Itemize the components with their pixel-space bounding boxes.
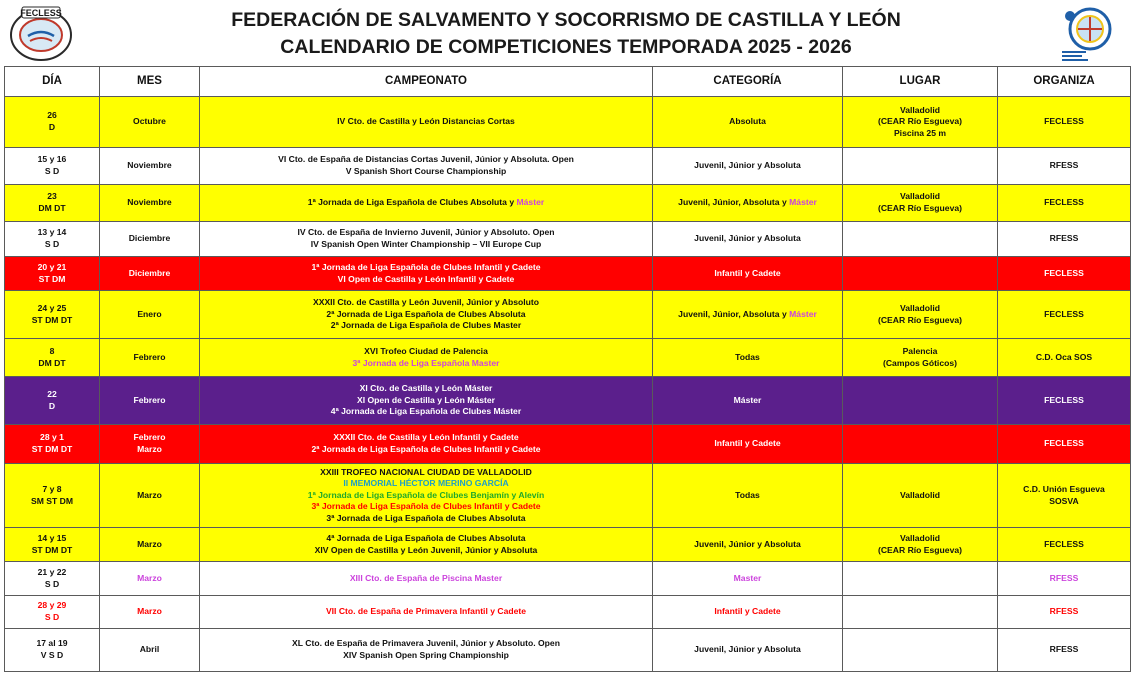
- dia-cell: [5, 148, 100, 185]
- campeonato-cell: [200, 562, 653, 596]
- categoria-cell: [653, 528, 843, 562]
- organiza-cell-line: FECLESS: [1044, 308, 1084, 319]
- dia-cell: [5, 185, 100, 222]
- campeonato-cell-line: XXXII Cto. de Castilla y León Juvenil, Júnior y Absoluto: [312, 297, 540, 308]
- organiza-cell: [998, 97, 1131, 148]
- table-row: [5, 222, 1131, 257]
- table-row: [5, 148, 1131, 185]
- organiza-cell-line: RFESS: [1049, 233, 1079, 244]
- lugar-cell: [843, 528, 998, 562]
- categoria-cell: [653, 464, 843, 528]
- categoria-cell-line: Absoluta: [729, 116, 766, 127]
- organiza-cell: [998, 148, 1131, 185]
- table-row: [5, 425, 1131, 464]
- campeonato-cell-line: 3ª Jornada de Liga Española de Clubes Infantil y Cadete: [311, 501, 541, 512]
- dia-cell-line: D: [48, 122, 56, 132]
- categoria-cell: [653, 596, 843, 629]
- campeonato-cell-line: IV Cto. de Castilla y León Distancias Cortas: [337, 116, 515, 127]
- lugar-cell: [843, 257, 998, 291]
- categoria-cell-line: Master: [733, 572, 762, 583]
- organiza-cell: [998, 257, 1131, 291]
- dia-cell-line: 14 y 15: [37, 532, 67, 543]
- campeonato-cell: [200, 528, 653, 562]
- mes-cell-line: Enero: [137, 308, 162, 319]
- mes-cell-line: Marzo: [137, 606, 162, 617]
- lugar-cell-line: Valladolid: [899, 104, 941, 115]
- organiza-cell-line: FECLESS: [1044, 197, 1084, 208]
- mes-cell: [100, 596, 200, 629]
- table-row: [5, 185, 1131, 222]
- dia-cell-line: 7 y 8: [42, 483, 62, 494]
- categoria-cell: [653, 148, 843, 185]
- dia-cell-line: V S D: [40, 650, 64, 660]
- campeonato-cell-line: 3ª Jornada de Liga Española de Clubes Absoluta: [326, 512, 526, 523]
- dia-cell-line: ST DM DT: [31, 444, 73, 454]
- dia-cell: [5, 562, 100, 596]
- dia-cell: [5, 596, 100, 629]
- mes-cell-line: Febrero: [133, 351, 166, 362]
- categoria-cell-line: Infantil y Cadete: [714, 606, 781, 617]
- campeonato-cell-line: 2ª Jornada de Liga Española de Clubes Master: [330, 320, 522, 331]
- categoria-cell: [653, 425, 843, 464]
- dia-cell: [5, 629, 100, 672]
- table-row: [5, 464, 1131, 528]
- dia-cell-line: 28 y 1: [40, 432, 64, 443]
- organiza-cell-line: C.D. Oca SOS: [1035, 351, 1093, 362]
- organiza-cell: [998, 222, 1131, 257]
- table-row: [5, 291, 1131, 339]
- mes-cell-line: Abril: [139, 644, 160, 655]
- dia-cell-line: 26: [47, 110, 57, 121]
- table-row: [5, 562, 1131, 596]
- campeonato-cell-line: 1ª Jornada de Liga Española de Clubes Infantil y Cadete: [311, 261, 541, 272]
- dia-cell-line: 15 y 16: [37, 154, 67, 165]
- mes-cell: [100, 562, 200, 596]
- dia-cell-line: 13 y 14: [37, 227, 67, 238]
- dia-cell: [5, 425, 100, 464]
- col-header-campeonato: CAMPEONATO: [200, 67, 653, 97]
- lugar-cell: [843, 339, 998, 377]
- mes-cell: [100, 629, 200, 672]
- organiza-cell-line: SOSVA: [1049, 495, 1079, 506]
- lugar-cell-line: Valladolid: [899, 489, 941, 500]
- categoria-cell-line: Juvenil, Júnior y Absoluta: [694, 644, 801, 655]
- dia-cell-line: D: [48, 400, 56, 411]
- dia-cell: [5, 257, 100, 291]
- organiza-cell: [998, 528, 1131, 562]
- table-header-row: [5, 67, 1131, 97]
- dia-cell-line: 24 y 25: [37, 302, 67, 313]
- organiza-cell: [998, 377, 1131, 425]
- dia-cell-line: DM DT: [38, 203, 66, 213]
- dia-cell-line: S D: [44, 166, 60, 176]
- campeonato-cell-line: VI Open de Castilla y León Infantil y Cadete: [337, 273, 515, 284]
- lugar-cell: [843, 562, 998, 596]
- rfess-logo: [1058, 4, 1116, 64]
- table-row: [5, 377, 1131, 425]
- dia-cell-line: ST DM DT: [31, 314, 73, 325]
- dia-cell: [5, 339, 100, 377]
- organiza-cell: [998, 291, 1131, 339]
- campeonato-cell-line: 2ª Jornada de Liga Española de Clubes Infantil y Cadete: [311, 444, 541, 454]
- lugar-cell-line: (CEAR Río Esgueva): [877, 544, 963, 555]
- campeonato-cell-line: 4ª Jornada de Liga Española de Clubes Absoluta: [326, 532, 526, 543]
- federation-title: FEDERACIÓN DE SALVAMENTO Y SOCORRISMO DE CASTILLA Y LEÓN: [231, 9, 901, 31]
- lugar-cell: [843, 629, 998, 672]
- col-header-categoria: CATEGORÍA: [653, 67, 843, 97]
- categoria-cell-line: Juvenil, Júnior, Absoluta y Máster: [678, 197, 817, 208]
- organiza-cell: [998, 339, 1131, 377]
- categoria-cell: [653, 97, 843, 148]
- lugar-cell-line: Valladolid: [899, 191, 941, 202]
- organiza-cell-line: C.D. Unión Esgueva: [1023, 483, 1105, 494]
- organiza-cell-line: RFESS: [1049, 606, 1079, 617]
- campeonato-cell-line: II MEMORIAL HÉCTOR MERINO GARCÍA: [343, 478, 509, 489]
- col-header-lugar: LUGAR: [843, 67, 998, 97]
- campeonato-cell-line: 3ª Jornada de Liga Española Master: [352, 357, 500, 368]
- organiza-cell-line: FECLESS: [1044, 116, 1084, 127]
- categoria-cell-line: Juvenil, Júnior y Absoluta: [694, 233, 801, 244]
- mes-cell-line: Diciembre: [128, 267, 171, 278]
- dia-cell: [5, 291, 100, 339]
- dia-cell-line: ST DM: [38, 273, 66, 284]
- campeonato-cell: [200, 596, 653, 629]
- fecless-logo: [8, 4, 74, 62]
- mes-cell: [100, 339, 200, 377]
- categoria-cell-line: Infantil y Cadete: [714, 438, 781, 449]
- campeonato-cell-line: IV Cto. de España de Invierno Juvenil, Júnior y Absoluto. Open: [297, 227, 555, 238]
- campeonato-cell-line: VII Cto. de España de Primavera Infantil y Cadete: [325, 606, 527, 617]
- mes-cell: [100, 148, 200, 185]
- organiza-cell: [998, 185, 1131, 222]
- campeonato-cell: [200, 148, 653, 185]
- lugar-cell-line: (CEAR Río Esgueva): [877, 116, 963, 127]
- competitions-table: [4, 66, 1131, 672]
- calendar-title: CALENDARIO DE COMPETICIONES TEMPORADA 2025 - 2026: [280, 36, 852, 58]
- campeonato-cell: [200, 377, 653, 425]
- mes-cell-line: Marzo: [137, 572, 162, 583]
- campeonato-cell-line: XVI Trofeo Ciudad de Palencia: [364, 345, 488, 356]
- categoria-cell-line: Juvenil, Júnior y Absoluta: [694, 160, 801, 171]
- campeonato-cell: [200, 464, 653, 528]
- lugar-cell: [843, 596, 998, 629]
- categoria-cell: [653, 185, 843, 222]
- organiza-cell: [998, 562, 1131, 596]
- page-header: [0, 0, 1132, 66]
- campeonato-cell-line: XL Cto. de España de Primavera Juvenil, Júnior y Absoluto. Open: [292, 638, 560, 649]
- lugar-cell: [843, 377, 998, 425]
- dia-cell-line: 22: [47, 388, 57, 399]
- mes-cell: [100, 464, 200, 528]
- organiza-cell-line: RFESS: [1049, 572, 1079, 583]
- categoria-cell-line: Infantil y Cadete: [714, 267, 781, 278]
- mes-cell-line: Marzo: [137, 538, 162, 549]
- dia-cell: [5, 377, 100, 425]
- categoria-cell-line: Juvenil, Júnior, Absoluta y Máster: [678, 308, 817, 319]
- organiza-cell-line: FECLESS: [1044, 438, 1084, 449]
- organiza-cell-line: RFESS: [1049, 644, 1079, 655]
- organiza-cell: [998, 464, 1131, 528]
- col-header-mes: MES: [100, 67, 200, 97]
- campeonato-cell-line: IV Spanish Open Winter Championship – VII Europe Cup: [310, 239, 542, 249]
- table-row: [5, 257, 1131, 291]
- col-header-organiza: ORGANIZA: [998, 67, 1131, 97]
- categoria-cell-line: Todas: [735, 489, 760, 500]
- mes-cell-line: Noviembre: [127, 160, 172, 171]
- mes-cell: [100, 257, 200, 291]
- campeonato-cell-line: XXXII Cto. de Castilla y León Infantil y Cadete: [333, 432, 519, 443]
- table-row: [5, 596, 1131, 629]
- mes-cell-line: Marzo: [137, 489, 162, 500]
- campeonato-cell: [200, 222, 653, 257]
- mes-cell: [100, 528, 200, 562]
- dia-cell-line: 28 y 29: [37, 600, 67, 611]
- organiza-cell: [998, 629, 1131, 672]
- organiza-cell: [998, 596, 1131, 629]
- campeonato-cell: [200, 257, 653, 291]
- organiza-cell-line: FECLESS: [1044, 538, 1084, 549]
- organiza-cell-line: FECLESS: [1044, 267, 1084, 278]
- categoria-cell: [653, 562, 843, 596]
- categoria-cell: [653, 291, 843, 339]
- table-row: [5, 528, 1131, 562]
- mes-cell-line: Octubre: [133, 116, 166, 127]
- lugar-cell-line: (CEAR Río Esgueva): [877, 314, 963, 325]
- dia-cell: [5, 97, 100, 148]
- dia-cell-line: 23: [47, 191, 57, 202]
- mes-cell-line: Febrero: [133, 432, 166, 443]
- dia-cell-line: 21 y 22: [37, 566, 67, 577]
- dia-cell-line: SM ST DM: [30, 495, 73, 506]
- dia-cell-line: DM DT: [38, 357, 66, 368]
- lugar-cell: [843, 97, 998, 148]
- mes-cell: [100, 222, 200, 257]
- categoria-cell-line: Todas: [735, 351, 760, 362]
- dia-cell: [5, 222, 100, 257]
- mes-cell: [100, 291, 200, 339]
- organiza-cell: [998, 425, 1131, 464]
- categoria-cell: [653, 339, 843, 377]
- lugar-cell-line: (CEAR Río Esgueva): [877, 203, 963, 213]
- lugar-cell: [843, 222, 998, 257]
- lugar-cell: [843, 291, 998, 339]
- lugar-cell: [843, 464, 998, 528]
- mes-cell: [100, 185, 200, 222]
- categoria-cell-line: Juvenil, Júnior y Absoluta: [694, 538, 801, 549]
- mes-cell: [100, 97, 200, 148]
- campeonato-cell: [200, 425, 653, 464]
- mes-cell: [100, 425, 200, 464]
- campeonato-cell-line: XI Open de Castilla y León Máster: [356, 394, 496, 405]
- campeonato-cell-line: V Spanish Short Course Championship: [345, 166, 507, 176]
- lugar-cell-line: Piscina 25 m: [893, 127, 947, 138]
- categoria-cell: [653, 629, 843, 672]
- campeonato-cell-line: 1ª Jornada de Liga Española de Clubes Benjamín y Alevín: [307, 489, 545, 500]
- categoria-cell: [653, 257, 843, 291]
- organiza-cell-line: RFESS: [1049, 160, 1079, 171]
- lugar-cell-line: Palencia: [902, 345, 938, 356]
- campeonato-cell-line: XIII Cto. de España de Piscina Master: [349, 572, 503, 583]
- dia-cell: [5, 528, 100, 562]
- mes-cell-line: Noviembre: [127, 197, 172, 208]
- campeonato-cell-line: 4ª Jornada de Liga Española de Clubes Máster: [330, 406, 522, 417]
- mes-cell-line: Febrero: [133, 394, 166, 405]
- table-row: [5, 339, 1131, 377]
- lugar-cell: [843, 148, 998, 185]
- campeonato-cell: [200, 291, 653, 339]
- dia-cell-line: 8: [49, 345, 55, 356]
- dia-cell-line: 17 al 19: [36, 638, 68, 649]
- dia-cell-line: S D: [44, 239, 60, 249]
- dia-cell-line: S D: [44, 578, 60, 589]
- categoria-cell: [653, 222, 843, 257]
- dia-cell-line: ST DM DT: [31, 544, 73, 555]
- categoria-cell-line: Máster: [733, 394, 762, 405]
- lugar-cell-line: Valladolid: [899, 302, 941, 313]
- mes-cell: [100, 377, 200, 425]
- organiza-cell-line: FECLESS: [1044, 394, 1084, 405]
- svg-text:FECLESS: FECLESS: [20, 8, 62, 18]
- lugar-cell-line: (Campos Góticos): [882, 357, 957, 368]
- col-header-dia: DÍA: [5, 67, 100, 97]
- lugar-cell: [843, 185, 998, 222]
- dia-cell: [5, 464, 100, 528]
- campeonato-cell: [200, 629, 653, 672]
- campeonato-cell-line: 2ª Jornada de Liga Española de Clubes Absoluta: [326, 308, 526, 319]
- dia-cell-line: 20 y 21: [37, 261, 67, 272]
- table-row: [5, 97, 1131, 148]
- campeonato-cell-line: 1ª Jornada de Liga Española de Clubes Absoluta y Máster: [307, 197, 545, 208]
- campeonato-cell-line: XIV Open de Castilla y León Juvenil, Júnior y Absoluta: [314, 544, 538, 555]
- campeonato-cell: [200, 97, 653, 148]
- categoria-cell: [653, 377, 843, 425]
- campeonato-cell-line: VI Cto. de España de Distancias Cortas Juvenil, Júnior y Absoluta. Open: [278, 154, 574, 165]
- dia-cell-line: S D: [44, 612, 60, 622]
- campeonato-cell-line: XIV Spanish Open Spring Championship: [343, 650, 509, 660]
- campeonato-cell: [200, 339, 653, 377]
- mes-cell-line: Diciembre: [128, 233, 171, 244]
- table-body: [5, 97, 1131, 672]
- table-row: [5, 629, 1131, 672]
- campeonato-cell-line: XXIII TROFEO NACIONAL CIUDAD DE VALLADOLID: [320, 466, 532, 477]
- mes-cell-line: Marzo: [137, 444, 162, 454]
- campeonato-cell: [200, 185, 653, 222]
- campeonato-cell-line: XI Cto. de Castilla y León Máster: [359, 383, 493, 394]
- lugar-cell: [843, 425, 998, 464]
- lugar-cell-line: Valladolid: [899, 532, 941, 543]
